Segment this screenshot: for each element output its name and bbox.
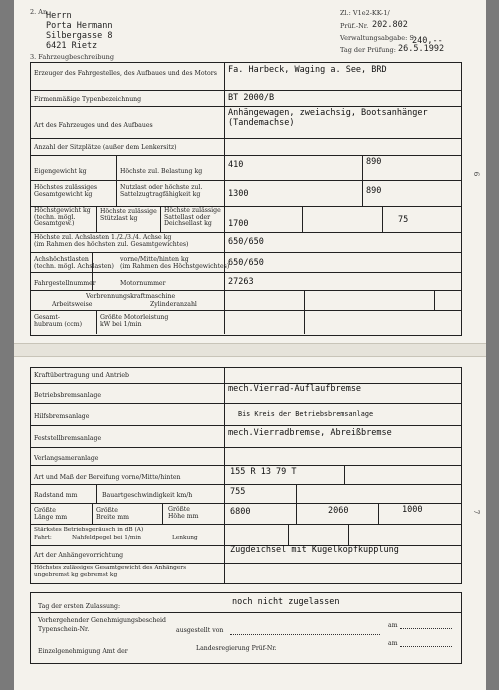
an-label: 2. An: [30, 8, 48, 16]
art-label: Art des Fahrzeuges und des Aufbaues: [34, 122, 153, 129]
motor-label: Motornummer: [120, 280, 166, 287]
datum-label: Tag der Prüfung:: [340, 46, 396, 54]
anh-label: Höchstes zulässiges Gesamtgewicht des Anhängers ungebremst kg gebremst kg: [34, 565, 187, 578]
art-value-line2: (Tandemachse): [228, 118, 295, 128]
hoehe-value: 1000: [402, 505, 423, 515]
hg-value: 1700: [228, 219, 249, 229]
margin-number-bottom: 7: [472, 509, 481, 515]
fest-label: Feststellbremsanlage: [34, 435, 102, 442]
landes-label: Landesregierung Prüf-Nr.: [196, 645, 277, 652]
nutzlast-value: 890: [366, 186, 382, 196]
kupplung-label: Art der Anhängevorrichtung: [34, 552, 124, 559]
reifen-label: Art und Maß der Bereifung vorne/Mitte/hinten: [34, 474, 181, 481]
achslast-value: 650/650: [228, 237, 264, 247]
stuetz-label: Höchste zulässige Stützlast kg: [100, 208, 157, 222]
reifen-value: 155 R 13 79 T: [230, 467, 297, 477]
typ-label: Firmenmäßige Typenbezeichnung: [34, 96, 142, 103]
am2-label: am: [388, 640, 398, 647]
laenge-label: Größte Länge mm: [34, 507, 68, 521]
recipient-line: 6421 Rietz: [46, 41, 98, 51]
zl-label: Zl.: V1e2-KK-1/: [340, 9, 390, 17]
lenkung-label: Lenkung: [172, 535, 198, 541]
art-value-line1: Anhängewagen, zweiachsig, Bootsanhänger: [228, 108, 428, 118]
deichsel-value: 75: [398, 215, 409, 225]
hoehe-label: Größte Höhe mm: [168, 506, 199, 520]
recipient-line: Porta Hermann: [46, 21, 113, 31]
leistung-label: Größte Motorleistung kW bei 1/min: [100, 314, 169, 328]
hubraum-label: Gesamt- hubraum (ccm): [34, 314, 83, 328]
laenge-value: 6800: [230, 507, 251, 517]
typ-value: BT 2000/B: [228, 93, 275, 103]
breite-value: 2060: [328, 506, 349, 516]
radstand-value: 755: [230, 487, 246, 497]
fgst-value: 27263: [228, 277, 254, 287]
vorher-label: Vorhergehender Genehmigungsbescheid Typenschein-Nr.: [38, 617, 166, 633]
einzel-label: Einzelgenehmigung Amt der: [38, 648, 128, 655]
margin-number-top: 6: [472, 171, 481, 177]
pruef-value: 202.802: [372, 20, 408, 30]
hoechst-bel-label: Höchste zul. Belastung kg: [120, 168, 203, 175]
achshoechst-value: 650/650: [228, 258, 264, 268]
pruef-label: Prüf.-Nr.: [340, 22, 369, 30]
vbm-label: Verbrennungskraftmaschine: [86, 293, 176, 300]
sattel-label: Höchste zulässige Sattellast oder Deichsellast kg: [164, 207, 221, 227]
bauart-label: Bauartgeschwindigkeit km/h: [102, 492, 193, 499]
achslast-label: Höchste zul. Achslasten 1./2./3./4. Achse kg (im Rahmen des höchsten zul. Gesamtgewichtes): [34, 234, 189, 248]
verlang-label: Verlangsameranlage: [34, 455, 99, 462]
zylinder-label: Zylinderanzahl: [150, 301, 197, 308]
page-fold: [14, 343, 486, 357]
section3-label: 3. Fahrzeugbeschreibung: [30, 53, 115, 61]
hz-ges-value: 1300: [228, 189, 249, 199]
hilfs-value: Bis Kreis der Betriebsbremsanlage: [238, 410, 374, 418]
hoechst-bel-value: 890: [366, 157, 382, 167]
abgabe-value: 240,--: [412, 36, 443, 46]
am-label: am: [388, 622, 398, 629]
ausgestellt-label: ausgestellt von: [176, 627, 224, 634]
am2-line: [400, 646, 452, 647]
nahfeld-label: Nahfeldpegel bei 1/min: [72, 535, 141, 541]
radstand-label: Radstand mm: [34, 492, 78, 499]
erzeuger-label: Erzeuger des Fahrgestelles, des Aufbaues und des Motors: [34, 70, 217, 77]
datum-value: 26.5.1992: [398, 44, 445, 54]
recipient-line: Herrn: [46, 11, 72, 21]
fgst-label: Fahrgestellnummer: [34, 280, 96, 287]
eigen-value: 410: [228, 160, 244, 170]
fest-value: mech.Vierradbremse, Abreißbremse: [228, 428, 392, 438]
betrieb-label: Betriebsbremsanlage: [34, 392, 102, 399]
sitz-label: Anzahl der Sitzplätze (außer dem Lenkersitz): [34, 144, 177, 151]
am-line: [400, 628, 452, 629]
zulassung-label: Tag der ersten Zulassung:: [38, 603, 121, 610]
arbeitsweise-label: Arbeitsweise: [52, 301, 93, 308]
recipient-line: Silbergasse 8: [46, 31, 113, 41]
abgabe-label: Verwaltungsabgabe: S: [340, 34, 414, 42]
hz-ges-label: Höchstes zulässiges Gesamtgewicht kg: [34, 184, 98, 198]
breite-label: Größte Breite mm: [96, 507, 129, 521]
kupplung-value: Zugdeichsel mit Kugelkopfkupplung: [230, 545, 399, 555]
geraeusch-label: Stärkstes Betriebsgeräusch in dB (A): [34, 527, 144, 533]
betrieb-value: mech.Vierrad-Auflaufbremse: [228, 384, 362, 394]
hilfs-label: Hilfsbremsanlage: [34, 413, 90, 420]
ausgestellt-line: [230, 634, 380, 635]
eigen-label: Eigengewicht kg: [34, 168, 87, 175]
fahrt-label: Fahrt:: [34, 535, 52, 541]
hg-label: Höchstgewicht kg (techn. mögl. Gesamtgew.): [34, 207, 91, 227]
erzeuger-value: Fa. Harbeck, Waging a. See, BRD: [228, 65, 387, 75]
nutzlast-label: Nutzlast oder höchste zul. Sattelzugtragfähigkeit kg: [120, 184, 203, 198]
kraft-label: Kraftübertragung und Antrieb: [34, 372, 129, 379]
recipient-address: [46, 11, 113, 51]
vorne-label: vorne/Mitte/hinten kg (im Rahmen des Höchstgewichtes): [120, 256, 230, 270]
achshoechst-label: Achshöchstlasten (techn. mögl. Achslasten): [34, 256, 114, 270]
zulassung-value: noch nicht zugelassen: [232, 597, 340, 607]
